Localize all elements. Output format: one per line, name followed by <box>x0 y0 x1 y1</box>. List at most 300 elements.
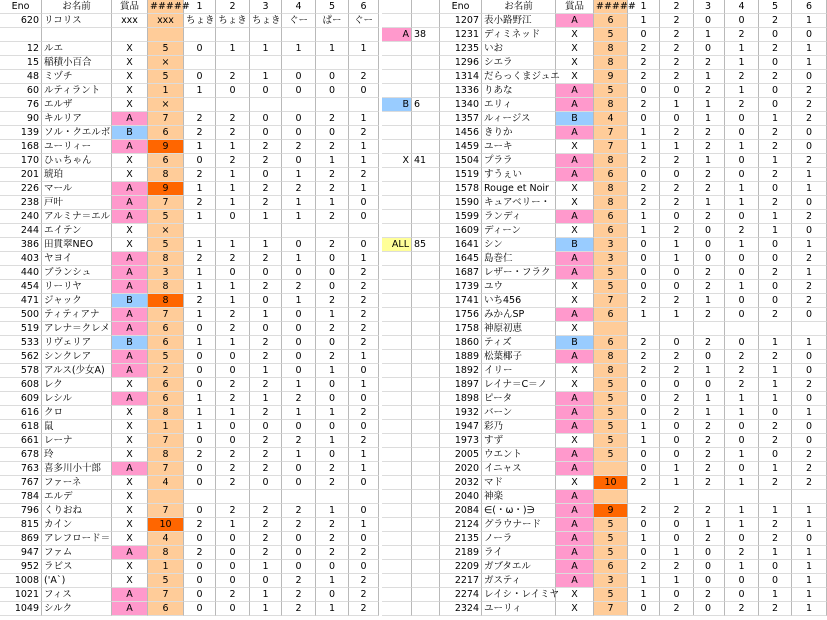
left-eno-cell[interactable]: 533 <box>0 336 42 350</box>
left-value-cell[interactable]: 0 <box>216 266 250 280</box>
right-value-cell[interactable]: 0 <box>792 420 827 434</box>
left-value-cell[interactable]: 2 <box>316 546 349 560</box>
right-hash-cell[interactable]: 9 <box>594 504 628 518</box>
right-hash-cell[interactable]: 6 <box>594 168 628 182</box>
left-eno-cell[interactable]: 12 <box>0 42 42 56</box>
left-value-cell[interactable]: 0 <box>282 336 316 350</box>
right-hash-cell[interactable]: 7 <box>594 126 628 140</box>
right-value-cell[interactable]: 0 <box>725 420 759 434</box>
left-value-cell[interactable]: 2 <box>316 238 349 252</box>
left-value-cell[interactable]: 0 <box>282 462 316 476</box>
left-value-cell[interactable]: 1 <box>282 42 316 56</box>
left-value-cell[interactable]: 2 <box>184 196 216 210</box>
left-hash-cell[interactable]: 7 <box>148 112 184 126</box>
right-name-cell[interactable]: ディミネッド <box>482 28 556 42</box>
right-value-cell[interactable]: 2 <box>660 14 694 28</box>
left-value-cell[interactable]: 2 <box>349 336 379 350</box>
right-name-cell[interactable]: だらっくまジュエ <box>484 71 560 82</box>
right-value-cell[interactable]: 0 <box>792 70 827 84</box>
left-value-cell[interactable]: 1 <box>250 588 282 602</box>
right-value-cell[interactable]: 0 <box>725 462 759 476</box>
left-prize-cell[interactable]: X <box>112 504 148 518</box>
summary-key-cell[interactable] <box>382 308 412 322</box>
left-prize-cell[interactable]: X <box>112 154 148 168</box>
right-prize-cell[interactable]: X <box>556 434 594 448</box>
left-value-cell[interactable]: 0 <box>316 70 349 84</box>
left-value-cell[interactable]: 0 <box>216 434 250 448</box>
right-value-cell[interactable]: 0 <box>759 574 792 588</box>
right-prize-cell[interactable]: A <box>556 448 594 462</box>
right-value-cell[interactable]: 0 <box>628 462 660 476</box>
right-value-cell[interactable]: 1 <box>759 154 792 168</box>
right-value-cell[interactable]: 2 <box>759 14 792 28</box>
middle-header-value[interactable] <box>412 0 440 14</box>
right-name-cell[interactable]: バーン <box>482 406 556 420</box>
left-value-cell[interactable]: 2 <box>316 462 349 476</box>
right-value-cell[interactable]: 0 <box>725 308 759 322</box>
right-value-cell[interactable]: 2 <box>628 504 660 518</box>
right-value-cell[interactable]: 0 <box>692 602 725 616</box>
right-eno-cell[interactable]: 1314 <box>440 70 482 84</box>
right-value-cell[interactable]: 1 <box>725 280 759 294</box>
right-eno-cell[interactable]: 1456 <box>440 126 482 140</box>
summary-value-cell[interactable]: 85 <box>412 238 440 252</box>
summary-value-cell[interactable] <box>412 392 440 406</box>
right-eno-cell[interactable]: 2124 <box>440 518 482 532</box>
left-value-cell[interactable]: 2 <box>316 476 349 490</box>
summary-value-cell[interactable] <box>412 336 440 350</box>
right-value-cell[interactable]: 0 <box>725 154 759 168</box>
left-hash-cell[interactable]: 7 <box>148 196 184 210</box>
right-name-cell[interactable]: すず <box>482 434 556 448</box>
right-name-cell[interactable]: ウエント <box>482 448 556 462</box>
left-value-cell[interactable]: 0 <box>184 588 216 602</box>
left-value-cell[interactable]: ぐー <box>349 14 379 28</box>
right-hash-cell[interactable]: 8 <box>594 364 628 378</box>
left-eno-cell[interactable]: 226 <box>0 182 42 196</box>
summary-key-cell[interactable]: B <box>382 98 412 112</box>
left-value-cell[interactable]: 2 <box>282 518 316 532</box>
right-value-cell[interactable]: 2 <box>692 532 725 546</box>
right-value-cell[interactable]: 1 <box>725 392 759 406</box>
summary-value-cell[interactable] <box>412 308 440 322</box>
summary-key-cell[interactable] <box>382 84 412 98</box>
summary-key-cell[interactable] <box>382 378 412 392</box>
left-value-cell[interactable]: 2 <box>250 252 282 266</box>
left-value-cell[interactable]: 1 <box>282 210 316 224</box>
right-value-cell[interactable]: 2 <box>759 434 792 448</box>
right-value-cell[interactable]: 0 <box>628 378 660 392</box>
right-value-cell[interactable]: 2 <box>792 154 827 168</box>
right-value-cell[interactable]: 0 <box>725 266 759 280</box>
right-value-cell[interactable]: 0 <box>759 448 792 462</box>
right-name-cell[interactable]: シン <box>482 238 556 252</box>
summary-value-cell[interactable] <box>412 588 440 602</box>
right-value-cell[interactable]: 1 <box>792 546 827 560</box>
right-value-cell[interactable]: 2 <box>692 56 725 70</box>
left-value-cell[interactable]: 2 <box>184 294 216 308</box>
right-value-cell[interactable]: 2 <box>759 308 792 322</box>
left-value-cell[interactable]: 0 <box>250 112 282 126</box>
left-eno-cell[interactable]: 562 <box>0 350 42 364</box>
left-hash-cell[interactable]: 6 <box>148 392 184 406</box>
summary-key-cell[interactable] <box>382 532 412 546</box>
left-value-cell[interactable]: 1 <box>316 434 349 448</box>
right-eno-cell[interactable]: 2084 <box>440 504 482 518</box>
left-hash-cell[interactable] <box>148 28 184 42</box>
right-name-cell[interactable]: ルィージス <box>482 112 556 126</box>
right-value-cell[interactable]: 1 <box>725 504 759 518</box>
right-value-cell[interactable]: 2 <box>660 224 694 238</box>
left-value-cell[interactable]: 2 <box>349 546 379 560</box>
right-value-cell[interactable]: 1 <box>660 462 694 476</box>
right-value-cell[interactable]: 0 <box>725 252 759 266</box>
right-prize-cell[interactable]: X <box>556 378 594 392</box>
right-name-cell[interactable]: ディーン <box>482 224 556 238</box>
left-prize-cell[interactable]: A <box>112 602 148 616</box>
summary-key-cell[interactable] <box>382 182 412 196</box>
right-prize-cell[interactable]: A <box>556 490 594 504</box>
left-value-cell[interactable]: 2 <box>316 532 349 546</box>
left-value-cell[interactable]: 2 <box>250 378 282 392</box>
left-prize-cell[interactable]: xxx <box>112 14 148 28</box>
right-value-cell[interactable]: 1 <box>792 14 827 28</box>
summary-value-cell[interactable] <box>412 42 440 56</box>
left-value-cell[interactable]: 2 <box>250 336 282 350</box>
left-eno-cell[interactable]: 60 <box>0 84 42 98</box>
right-value-cell[interactable]: 1 <box>759 112 792 126</box>
left-value-cell[interactable]: 1 <box>250 602 282 616</box>
summary-key-cell[interactable] <box>382 252 412 266</box>
right-prize-cell[interactable]: A <box>556 462 594 476</box>
right-prize-cell[interactable]: X <box>556 70 594 84</box>
right-value-cell[interactable]: 2 <box>660 364 694 378</box>
summary-key-cell[interactable] <box>382 210 412 224</box>
right-value-cell[interactable]: 0 <box>628 84 660 98</box>
left-prize-cell[interactable]: X <box>112 420 148 434</box>
right-value-cell[interactable]: 1 <box>725 42 759 56</box>
right-prize-cell[interactable]: X <box>556 602 594 616</box>
right-value-cell[interactable]: 1 <box>692 70 725 84</box>
left-value-cell[interactable]: 2 <box>216 112 250 126</box>
left-value-cell[interactable]: 1 <box>216 42 250 56</box>
left-value-cell[interactable]: 2 <box>216 308 250 322</box>
left-value-cell[interactable]: 1 <box>316 42 349 56</box>
left-value-cell[interactable]: 0 <box>282 532 316 546</box>
right-value-cell[interactable]: 1 <box>759 462 792 476</box>
right-name-cell[interactable]: ユウ <box>482 280 556 294</box>
right-value-cell[interactable]: 2 <box>692 462 725 476</box>
right-prize-cell[interactable]: A <box>556 84 594 98</box>
right-hash-cell[interactable]: 8 <box>594 56 628 70</box>
left-hash-cell[interactable]: 5 <box>148 70 184 84</box>
right-eno-cell[interactable]: 1641 <box>440 238 482 252</box>
summary-key-cell[interactable] <box>382 518 412 532</box>
right-prize-cell[interactable]: A <box>556 252 594 266</box>
right-header-4[interactable]: 4 <box>725 0 759 14</box>
right-value-cell[interactable]: 1 <box>725 406 759 420</box>
left-value-cell[interactable]: 0 <box>184 154 216 168</box>
summary-value-cell[interactable] <box>412 406 440 420</box>
right-value-cell[interactable]: 2 <box>660 560 694 574</box>
right-value-cell[interactable]: 0 <box>628 238 660 252</box>
right-value-cell[interactable]: 0 <box>660 84 694 98</box>
right-value-cell[interactable]: 2 <box>792 280 827 294</box>
left-name-cell[interactable]: レーナ <box>42 434 112 448</box>
right-value-cell[interactable]: 0 <box>692 252 725 266</box>
left-hash-cell[interactable]: 5 <box>148 350 184 364</box>
right-value-cell[interactable]: 0 <box>660 266 694 280</box>
right-value-cell[interactable]: 2 <box>759 196 792 210</box>
right-name-cell[interactable]: レザー・フラク <box>482 266 556 280</box>
left-prize-cell[interactable]: A <box>112 392 148 406</box>
right-name-cell[interactable]: 彩乃 <box>482 420 556 434</box>
right-hash-cell[interactable]: 7 <box>594 140 628 154</box>
right-value-cell[interactable]: 1 <box>628 308 660 322</box>
left-value-cell[interactable]: 1 <box>184 238 216 252</box>
left-prize-cell[interactable]: B <box>112 336 148 350</box>
left-header-4[interactable]: 4 <box>282 0 316 14</box>
left-prize-cell[interactable]: X <box>112 476 148 490</box>
summary-key-cell[interactable] <box>382 546 412 560</box>
right-name-cell[interactable]: シエラ <box>482 56 556 70</box>
right-eno-cell[interactable]: 2040 <box>440 490 482 504</box>
left-value-cell[interactable]: 1 <box>250 210 282 224</box>
left-eno-cell[interactable]: 403 <box>0 252 42 266</box>
left-value-cell[interactable]: 0 <box>184 70 216 84</box>
left-value-cell[interactable]: ちょき <box>252 15 281 26</box>
left-value-cell[interactable]: 0 <box>282 546 316 560</box>
right-value-cell[interactable]: 2 <box>792 98 827 112</box>
left-prize-cell[interactable]: X <box>112 406 148 420</box>
right-value-cell[interactable]: 0 <box>792 532 827 546</box>
right-hash-cell[interactable]: 7 <box>594 602 628 616</box>
left-prize-cell[interactable]: X <box>112 378 148 392</box>
right-value-cell[interactable]: 2 <box>725 70 759 84</box>
right-value-cell[interactable]: 2 <box>660 504 694 518</box>
left-value-cell[interactable]: 0 <box>282 266 316 280</box>
right-hash-cell[interactable]: 6 <box>594 308 628 322</box>
right-value-cell[interactable]: 2 <box>759 420 792 434</box>
left-eno-cell[interactable]: 386 <box>0 238 42 252</box>
left-value-cell[interactable]: 2 <box>250 280 282 294</box>
summary-key-cell[interactable] <box>382 322 412 336</box>
right-name-cell[interactable]: 島巻仁 <box>482 252 556 266</box>
right-hash-cell[interactable]: 10 <box>594 476 628 490</box>
right-value-cell[interactable]: 2 <box>660 56 694 70</box>
left-name-cell[interactable]: ソル・クエルボ <box>44 127 111 138</box>
right-value-cell[interactable]: 2 <box>660 406 694 420</box>
left-value-cell[interactable]: 1 <box>282 168 316 182</box>
right-value-cell[interactable]: 2 <box>792 448 827 462</box>
left-header-eno[interactable]: Eno <box>0 0 42 14</box>
right-eno-cell[interactable]: 1947 <box>440 420 482 434</box>
left-eno-cell[interactable]: 500 <box>0 308 42 322</box>
left-hash-cell[interactable]: 8 <box>148 168 184 182</box>
left-eno-cell[interactable]: 952 <box>0 560 42 574</box>
left-header-3[interactable]: 3 <box>250 0 282 14</box>
left-eno-cell[interactable]: 947 <box>0 546 42 560</box>
left-prize-cell[interactable]: A <box>112 546 148 560</box>
left-name-cell[interactable]: 稲積小百合 <box>42 56 112 70</box>
left-name-cell[interactable]: エルザ <box>42 98 112 112</box>
right-value-cell[interactable]: 0 <box>725 168 759 182</box>
summary-value-cell[interactable] <box>412 490 440 504</box>
right-value-cell[interactable]: 1 <box>628 210 660 224</box>
left-value-cell[interactable]: 0 <box>184 574 216 588</box>
left-value-cell[interactable]: 0 <box>316 252 349 266</box>
right-value-cell[interactable]: 1 <box>692 98 725 112</box>
left-value-cell[interactable]: 0 <box>184 532 216 546</box>
left-name-cell[interactable]: ひぃちゃん <box>42 154 112 168</box>
summary-key-cell[interactable] <box>382 126 412 140</box>
right-eno-cell[interactable]: 1932 <box>440 406 482 420</box>
left-value-cell[interactable]: 0 <box>216 210 250 224</box>
left-prize-cell[interactable]: X <box>112 98 148 112</box>
left-value-cell[interactable]: 1 <box>216 238 250 252</box>
left-value-cell[interactable]: 2 <box>216 504 250 518</box>
right-value-cell[interactable]: 2 <box>628 70 660 84</box>
left-value-cell[interactable]: 0 <box>216 420 250 434</box>
right-value-cell[interactable]: 0 <box>628 602 660 616</box>
left-hash-cell[interactable]: xxx <box>148 14 184 28</box>
right-value-cell[interactable]: 1 <box>792 574 827 588</box>
left-value-cell[interactable]: 0 <box>250 168 282 182</box>
right-hash-cell[interactable] <box>594 462 628 476</box>
right-value-cell[interactable]: 0 <box>628 406 660 420</box>
summary-value-cell[interactable] <box>412 350 440 364</box>
left-name-cell[interactable]: 鼠 <box>42 420 112 434</box>
right-hash-cell[interactable]: 7 <box>594 294 628 308</box>
left-prize-cell[interactable]: X <box>112 56 148 70</box>
left-value-cell[interactable]: 0 <box>316 392 349 406</box>
left-value-cell[interactable] <box>250 490 282 504</box>
right-value-cell[interactable]: 2 <box>725 546 759 560</box>
summary-value-cell[interactable] <box>412 420 440 434</box>
summary-key-cell[interactable] <box>382 294 412 308</box>
summary-value-cell[interactable] <box>412 14 440 28</box>
right-value-cell[interactable]: 1 <box>660 308 694 322</box>
left-hash-cell[interactable]: 3 <box>148 266 184 280</box>
right-prize-cell[interactable]: X <box>556 322 594 336</box>
left-value-cell[interactable]: 2 <box>250 140 282 154</box>
left-value-cell[interactable]: 1 <box>184 280 216 294</box>
left-value-cell[interactable]: 2 <box>250 518 282 532</box>
right-name-cell[interactable]: ティズ <box>482 336 556 350</box>
left-hash-cell[interactable]: 6 <box>148 378 184 392</box>
left-value-cell[interactable]: 1 <box>216 182 250 196</box>
left-value-cell[interactable] <box>349 56 379 70</box>
left-value-cell[interactable] <box>282 224 316 238</box>
right-value-cell[interactable]: 0 <box>628 546 660 560</box>
right-value-cell[interactable]: 1 <box>725 84 759 98</box>
right-value-cell[interactable]: 0 <box>792 364 827 378</box>
right-value-cell[interactable]: 2 <box>660 182 694 196</box>
right-value-cell[interactable]: 1 <box>692 392 725 406</box>
left-prize-cell[interactable]: X <box>112 70 148 84</box>
right-value-cell[interactable]: 0 <box>759 84 792 98</box>
right-value-cell[interactable]: 0 <box>725 336 759 350</box>
left-value-cell[interactable]: 2 <box>349 280 379 294</box>
right-value-cell[interactable]: 1 <box>628 14 660 28</box>
left-value-cell[interactable]: 2 <box>316 350 349 364</box>
right-prize-cell[interactable]: B <box>556 238 594 252</box>
right-prize-cell[interactable]: A <box>556 546 594 560</box>
left-name-cell[interactable]: シンクレア <box>42 350 112 364</box>
left-value-cell[interactable]: 0 <box>349 364 379 378</box>
left-name-cell[interactable]: ルティラント <box>42 84 112 98</box>
left-value-cell[interactable]: ぐー <box>282 14 316 28</box>
left-value-cell[interactable]: 2 <box>316 112 349 126</box>
left-name-cell[interactable]: ジャック <box>42 294 112 308</box>
left-value-cell[interactable]: 0 <box>184 364 216 378</box>
right-value-cell[interactable]: 2 <box>660 42 694 56</box>
left-value-cell[interactable] <box>216 98 250 112</box>
right-value-cell[interactable]: 2 <box>660 126 694 140</box>
right-prize-cell[interactable]: A <box>556 308 594 322</box>
right-name-cell[interactable]: ピータ <box>482 392 556 406</box>
right-value-cell[interactable]: 2 <box>725 602 759 616</box>
summary-key-cell[interactable] <box>382 574 412 588</box>
left-name-cell[interactable]: リーリヤ <box>42 280 112 294</box>
right-value-cell[interactable]: 0 <box>792 224 827 238</box>
left-value-cell[interactable]: 0 <box>184 434 216 448</box>
right-name-cell[interactable]: いお <box>482 42 556 56</box>
left-header-name[interactable]: お名前 <box>42 0 112 14</box>
summary-key-cell[interactable] <box>382 602 412 616</box>
left-name-cell[interactable]: ユーリィー <box>42 140 112 154</box>
left-eno-cell[interactable]: 48 <box>0 70 42 84</box>
left-name-cell[interactable]: 琥珀 <box>42 168 112 182</box>
left-value-cell[interactable]: 0 <box>216 364 250 378</box>
right-value-cell[interactable]: 1 <box>792 266 827 280</box>
left-value-cell[interactable]: 1 <box>349 518 379 532</box>
left-prize-cell[interactable]: X <box>112 42 148 56</box>
right-eno-cell[interactable]: 1599 <box>440 210 482 224</box>
left-value-cell[interactable]: ちょき <box>186 15 215 26</box>
right-value-cell[interactable]: 0 <box>660 532 694 546</box>
summary-value-cell[interactable] <box>412 224 440 238</box>
right-value-cell[interactable]: 1 <box>792 504 827 518</box>
left-eno-cell[interactable]: 661 <box>0 434 42 448</box>
summary-value-cell[interactable] <box>412 210 440 224</box>
right-value-cell[interactable]: 2 <box>628 196 660 210</box>
right-prize-cell[interactable]: A <box>556 210 594 224</box>
left-value-cell[interactable]: 2 <box>316 322 349 336</box>
left-value-cell[interactable]: 2 <box>349 266 379 280</box>
left-value-cell[interactable]: 0 <box>250 476 282 490</box>
right-prize-cell[interactable]: X <box>556 28 594 42</box>
right-value-cell[interactable]: 1 <box>628 574 660 588</box>
left-value-cell[interactable]: 0 <box>250 294 282 308</box>
right-value-cell[interactable]: 2 <box>759 168 792 182</box>
left-value-cell[interactable]: 2 <box>316 182 349 196</box>
left-name-cell[interactable]: カイン <box>42 518 112 532</box>
left-value-cell[interactable]: 2 <box>184 168 216 182</box>
left-value-cell[interactable]: 0 <box>349 392 379 406</box>
left-eno-cell[interactable]: 240 <box>0 210 42 224</box>
left-hash-cell[interactable]: 7 <box>148 504 184 518</box>
left-value-cell[interactable]: 2 <box>216 476 250 490</box>
summary-key-cell[interactable] <box>382 56 412 70</box>
left-value-cell[interactable]: 2 <box>316 210 349 224</box>
left-value-cell[interactable]: 0 <box>349 196 379 210</box>
left-value-cell[interactable]: 2 <box>349 322 379 336</box>
right-eno-cell[interactable]: 1860 <box>440 336 482 350</box>
summary-key-cell[interactable] <box>382 112 412 126</box>
right-prize-cell[interactable]: X <box>556 56 594 70</box>
left-value-cell[interactable]: 2 <box>349 588 379 602</box>
